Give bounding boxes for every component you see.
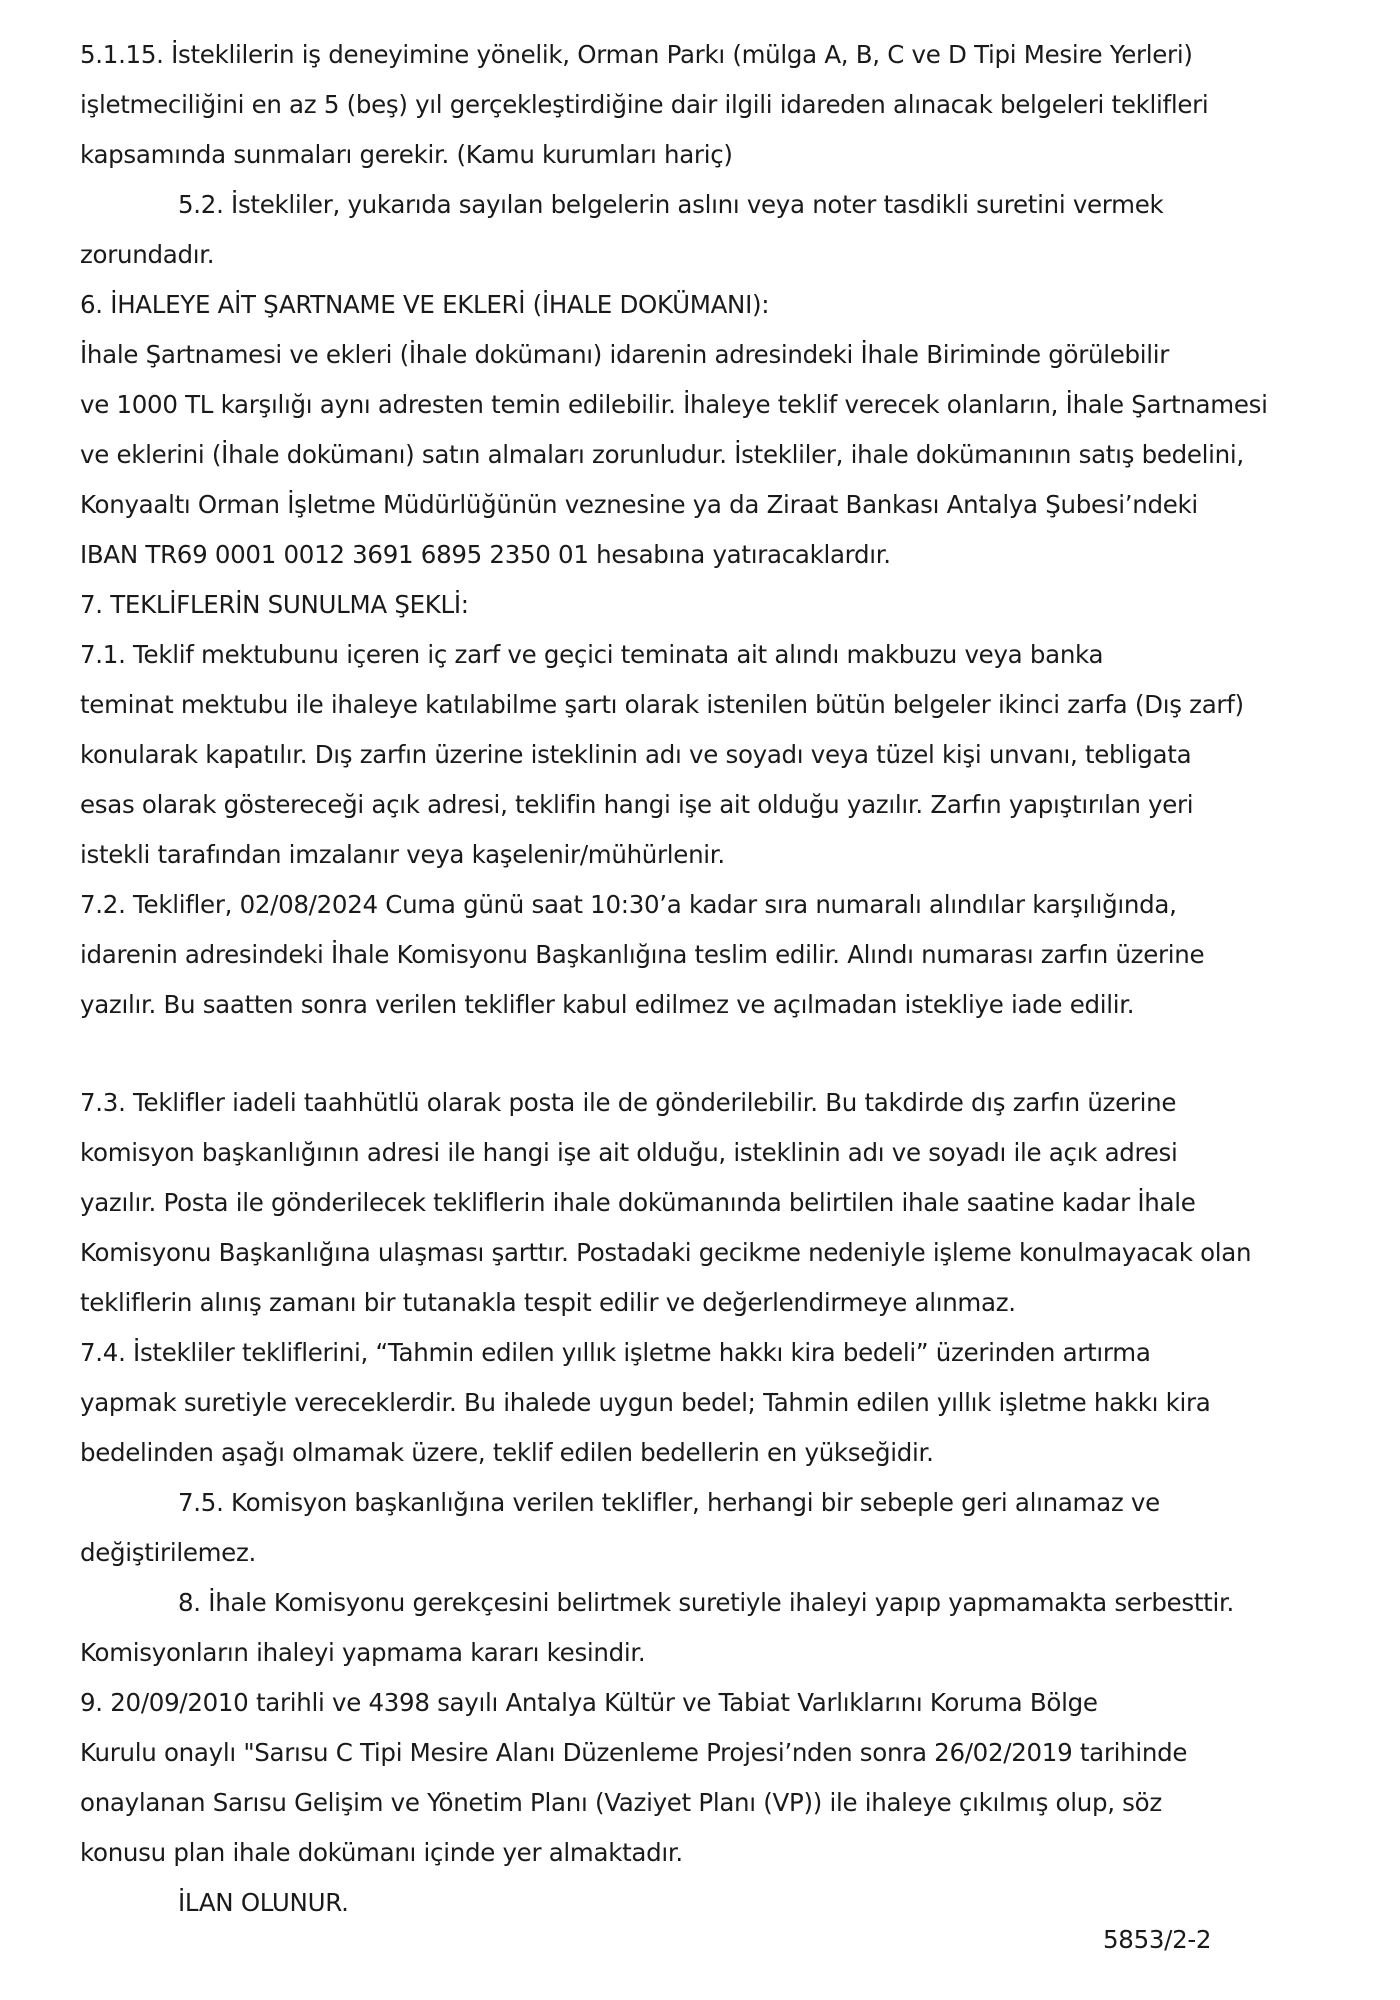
text-line: 7. TEKLİFLERİN SUNULMA ŞEKLİ: [80,590,469,619]
text-line: IBAN TR69 0001 0012 3691 6895 2350 01 hesabına yatıracaklardır. [80,540,891,569]
text-line: 7.5. Komisyon başkanlığına verilen teklifler, herhangi bir sebeple geri alınamaz ve [178,1488,1160,1517]
text-line: ve 1000 TL karşılığı aynı adresten temin edilebilir. İhaleye teklif verecek olanların, İhale Şartnamesi [80,390,1268,419]
text-line: 6. İHALEYE AİT ŞARTNAME VE EKLERİ (İHALE DOKÜMANI): [80,290,770,319]
text-line: kapsamında sunmaları gerekir. (Kamu kurumları hariç) [80,140,733,169]
text-line: bedelinden aşağı olmamak üzere, teklif edilen bedellerin en yükseğidir. [80,1438,934,1467]
text-line: zorundadır. [80,240,215,269]
text-line: 7.4. İstekliler tekliflerini, “Tahmin edilen yıllık işletme hakkı kira bedeli” üzerinden artırma [80,1338,1151,1367]
text-line: İhale Şartnamesi ve ekleri (İhale dokümanı) idarenin adresindeki İhale Biriminde görülebilir [80,340,1170,369]
text-line: 8. İhale Komisyonu gerekçesini belirtmek suretiyle ihaleyi yapıp yapmamakta serbesttir. [178,1588,1234,1617]
text-line: esas olarak göstereceği açık adresi, teklifin hangi işe ait olduğu yazılır. Zarfın yapıştırılan yeri [80,790,1194,819]
text-line: Kurulu onaylı "Sarısu C Tipi Mesire Alanı Düzenleme Projesi’nden sonra 26/02/2019 tarihinde [80,1738,1188,1767]
text-line: konusu plan ihale dokümanı içinde yer almaktadır. [80,1838,683,1867]
text-line: 7.2. Teklifler, 02/08/2024 Cuma günü saat 10:30’a kadar sıra numaralı alındılar karşılığında, [80,890,1177,919]
text-line: Komisyonların ihaleyi yapmama kararı kesindir. [80,1638,646,1667]
text-line: 5.1.15. İsteklilerin iş deneyimine yönelik, Orman Parkı (mülga A, B, C ve D Tipi Mesire Yerleri) [80,40,1193,69]
text-line: onaylanan Sarısu Gelişim ve Yönetim Planı (Vaziyet Planı (VP)) ile ihaleye çıkılmış olup, söz [80,1788,1162,1817]
text-line: 7.1. Teklif mektubunu içeren iç zarf ve geçici teminata ait alındı makbuzu veya banka [80,640,1104,669]
text-line: yazılır. Posta ile gönderilecek tekliflerin ihale dokümanında belirtilen ihale saatine kadar İhale [80,1188,1196,1217]
text-line: işletmeciliğini en az 5 (beş) yıl gerçekleştirdiğine dair ilgili idareden alınacak belgeleri teklifleri [80,90,1209,119]
document-body [80,30,1380,1928]
text-line: değiştirilemez. [80,1538,257,1567]
text-line: 5.2. İstekliler, yukarıda sayılan belgelerin aslını veya noter tasdikli suretini vermek [178,190,1164,219]
text-line: komisyon başkanlığının adresi ile hangi işe ait olduğu, isteklinin adı ve soyadı ile açık adresi [80,1138,1178,1167]
text-line: 9. 20/09/2010 tarihli ve 4398 sayılı Antalya Kültür ve Tabiat Varlıklarını Koruma Bölge [80,1688,1098,1717]
text-line: konularak kapatılır. Dış zarfın üzerine isteklinin adı ve soyadı veya tüzel kişi unvanı, tebligata [80,740,1192,769]
text-line: teminat mektubu ile ihaleye katılabilme şartı olarak istenilen bütün belgeler ikinci zarfa (Dış zarf) [80,690,1244,719]
document-reference-code: 5853/2-2 [1103,1925,1212,1954]
text-line: İLAN OLUNUR. [178,1888,349,1917]
text-line: yapmak suretiyle vereceklerdir. Bu ihalede uygun bedel; Tahmin edilen yıllık işletme hakkı kira [80,1388,1211,1417]
text-line: tekliflerin alınış zamanı bir tutanakla tespit edilir ve değerlendirmeye alınmaz. [80,1288,1016,1317]
text-line: idarenin adresindeki İhale Komisyonu Başkanlığına teslim edilir. Alındı numarası zarfın üzerine [80,940,1205,969]
text-line: istekli tarafından imzalanır veya kaşelenir/mühürlenir. [80,840,725,869]
text-line: Konyaaltı Orman İşletme Müdürlüğünün veznesine ya da Ziraat Bankası Antalya Şubesi’ndeki [80,490,1198,519]
text-line: ve eklerini (İhale dokümanı) satın almaları zorunludur. İstekliler, ihale dokümanının satış bedelini, [80,440,1244,469]
text-line: Komisyonu Başkanlığına ulaşması şarttır. Postadaki gecikme nedeniyle işleme konulmayacak olan [80,1238,1252,1267]
text-line: 7.3. Teklifler iadeli taahhütlü olarak posta ile de gönderilebilir. Bu takdirde dış zarfın üzerine [80,1088,1177,1117]
text-line: yazılır. Bu saatten sonra verilen teklifler kabul edilmez ve açılmadan istekliye iade edilir. [80,990,1135,1019]
paragraph-spacer [80,1030,1380,1078]
